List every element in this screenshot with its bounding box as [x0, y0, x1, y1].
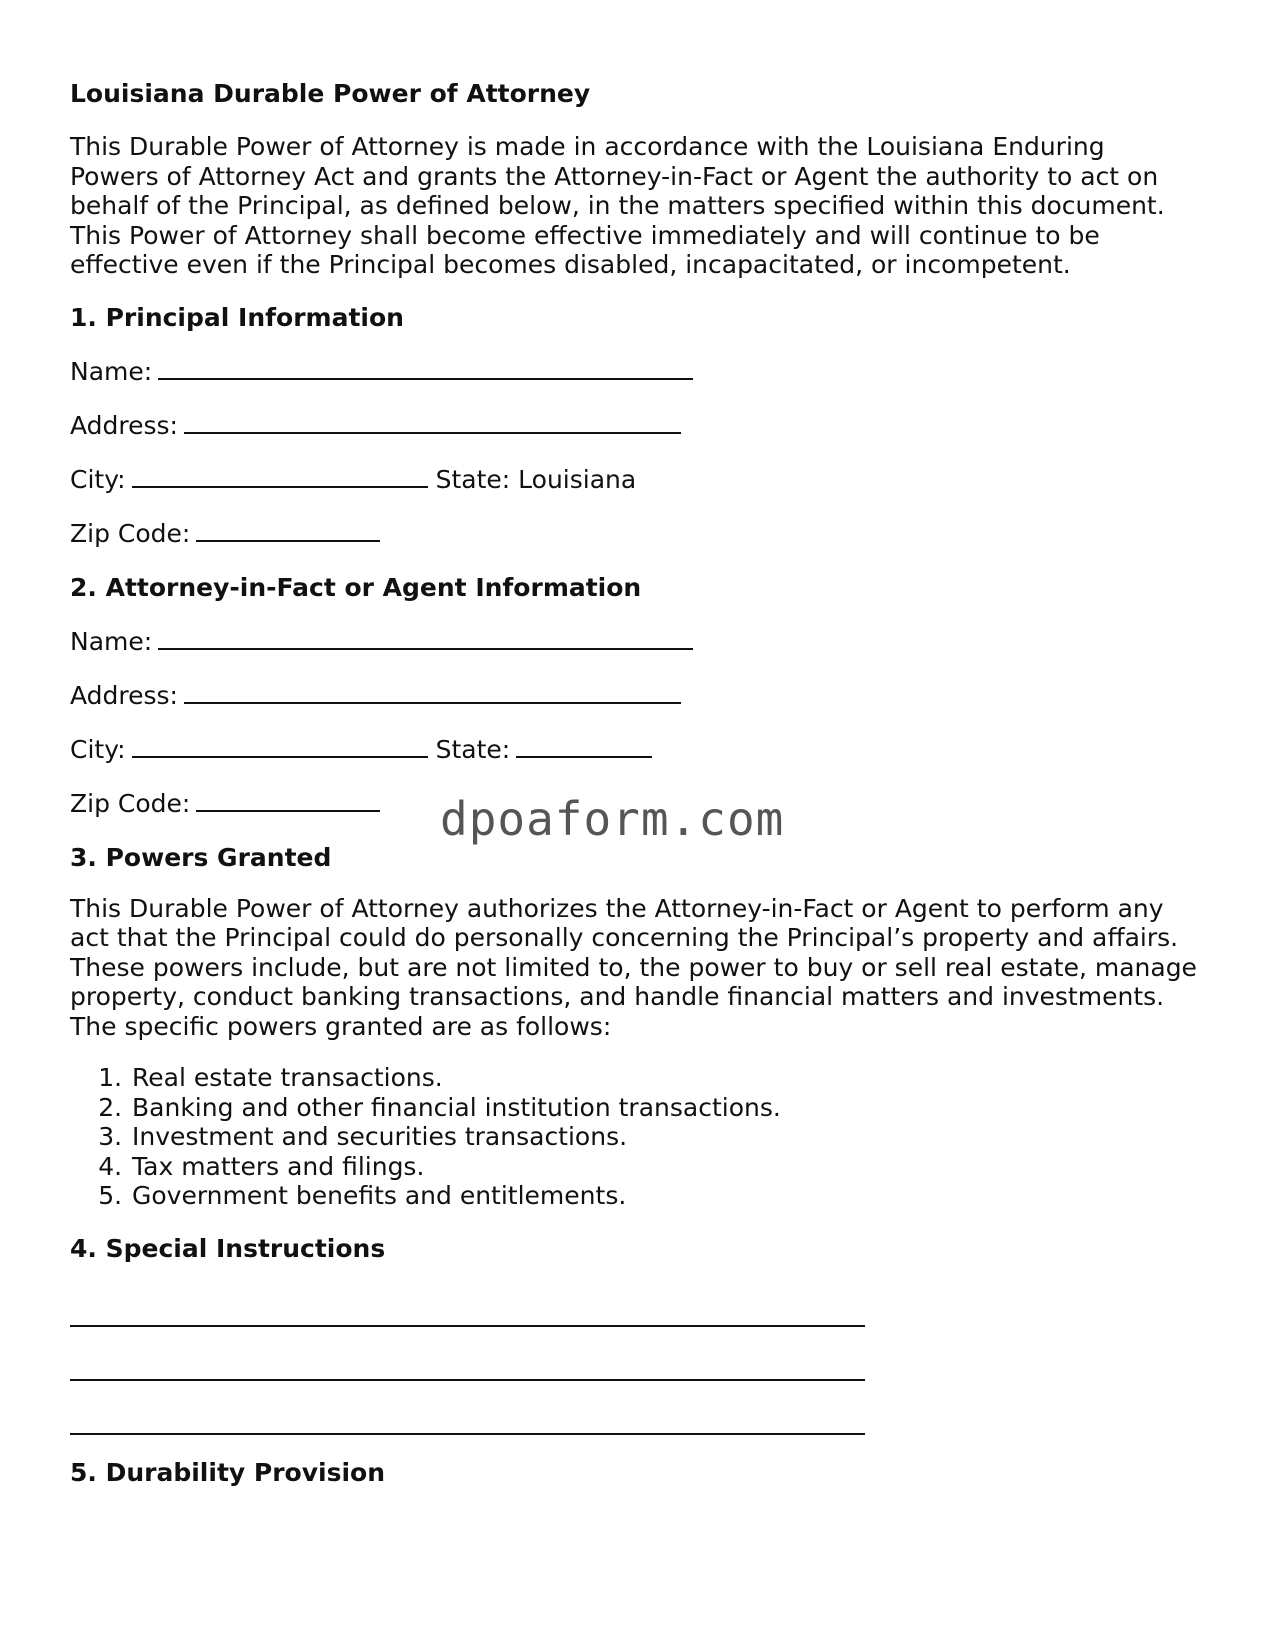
agent-address-row [70, 678, 1200, 712]
durability-provision-heading: 5. Durability Provision [70, 1457, 386, 1487]
principal-address-field[interactable] [184, 408, 681, 434]
agent-state-label: State: [435, 734, 511, 764]
principal-zip-field[interactable] [196, 516, 380, 542]
agent-state-field[interactable] [516, 732, 652, 758]
powers-granted-heading: 3. Powers Granted [70, 842, 332, 872]
principal-city-label: City: [70, 464, 126, 494]
power-item: 5. Government benefits and entitlements. [130, 1181, 1200, 1211]
document-title: Louisiana Durable Power of Attorney [70, 79, 591, 108]
agent-zip-field[interactable] [196, 786, 380, 812]
agent-info-heading: 2. Attorney-in-Fact or Agent Information [70, 572, 642, 602]
agent-address-label: Address: [70, 680, 178, 710]
agent-name-row [70, 624, 1200, 658]
agent-city-row [70, 732, 1200, 766]
agent-zip-label: Zip Code: [70, 788, 191, 818]
special-instructions-line[interactable] [70, 1273, 865, 1327]
power-item: 3. Investment and securities transactions. [130, 1122, 1200, 1152]
power-item: 1. Real estate transactions. [130, 1063, 1200, 1093]
agent-city-field[interactable] [132, 732, 428, 758]
power-item: 4. Tax matters and filings. [130, 1152, 1200, 1182]
agent-city-label: City: [70, 734, 126, 764]
agent-address-field[interactable] [184, 678, 681, 704]
principal-name-row [70, 354, 1200, 388]
special-instructions-line[interactable] [70, 1327, 865, 1381]
special-instructions-heading: 4. Special Instructions [70, 1233, 386, 1263]
principal-state-label: State: Louisiana [435, 464, 637, 494]
principal-zip-row [70, 516, 1200, 550]
principal-address-row [70, 408, 1200, 442]
principal-city-row [70, 462, 1200, 496]
principal-info-heading: 1. Principal Information [70, 302, 404, 332]
principal-name-field[interactable] [158, 354, 693, 380]
principal-zip-label: Zip Code: [70, 518, 191, 548]
watermark-text: dpoaform.com [440, 792, 785, 846]
agent-name-label: Name: [70, 626, 153, 656]
power-item: 2. Banking and other financial institution transactions. [130, 1093, 1200, 1123]
powers-list [70, 1063, 1200, 1211]
principal-name-label: Name: [70, 356, 153, 386]
principal-address-label: Address: [70, 410, 178, 440]
agent-name-field[interactable] [158, 624, 693, 650]
special-instructions-lines [70, 1273, 1200, 1435]
special-instructions-line[interactable] [70, 1381, 865, 1435]
powers-granted-paragraph: This Durable Power of Attorney authorizes the Attorney-in-Fact or Agent to perform any act that the Principal could do personally concerning the Principal’s property and affairs. These powers include, but are not limited to, the power to buy or sell real estate, manage property, conduct banking transactions, and handle financial matters and investments. The specific powers granted are as follows: [70, 893, 1197, 1041]
principal-city-field[interactable] [132, 462, 428, 488]
intro-paragraph: This Durable Power of Attorney is made in accordance with the Louisiana Enduring Powers of Attorney Act and grants the Attorney-in-Fact or Agent the authority to act on behalf of the Principal, as defined below, in the matters specified within this document. This Power of Attorney shall become effective immediately and will continue to be effective even if the Principal becomes disabled, incapacitated, or incompetent. [70, 132, 1165, 279]
